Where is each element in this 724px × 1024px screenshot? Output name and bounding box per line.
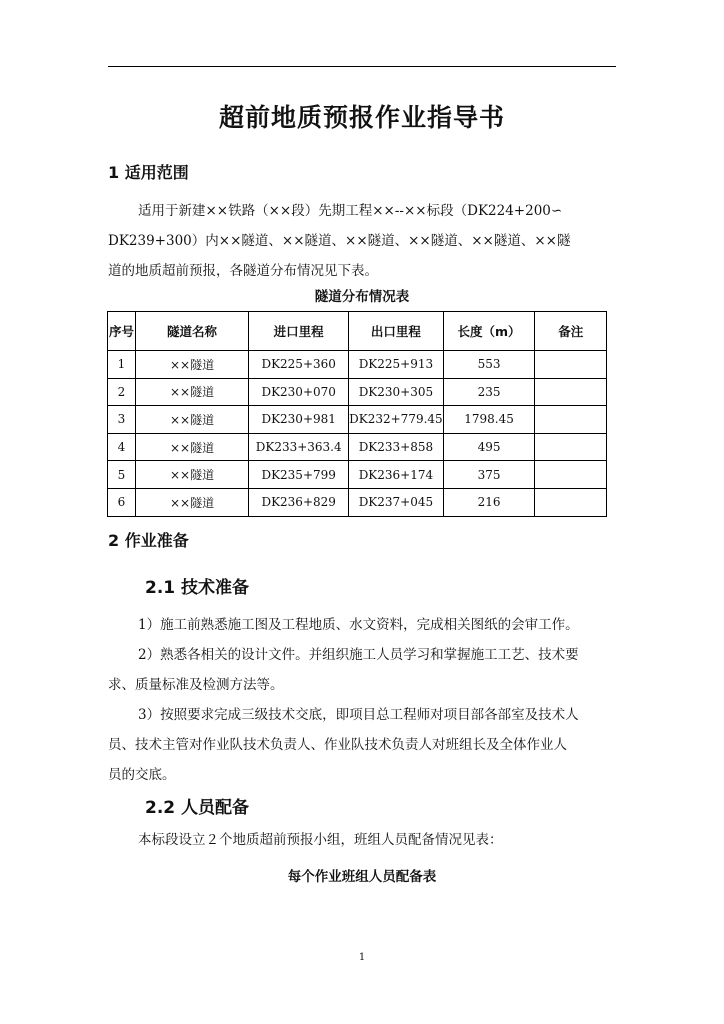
- table-cell: DK225+913: [349, 351, 444, 379]
- table-cell: 3: [108, 406, 136, 434]
- page-number: 1: [358, 952, 366, 963]
- section-2-1-heading: 2.1 技术准备: [145, 578, 250, 598]
- table-cell: DK236+829: [249, 488, 349, 516]
- table-cell: ××隧道: [135, 433, 248, 461]
- paragraph-line: 本标段设立２个地质超前预报小组，班组人员配备情况见表：: [138, 832, 503, 848]
- table-cell: 375: [443, 461, 535, 489]
- table-cell: DK233+858: [349, 433, 444, 461]
- header-cell-length: 长度（m）: [443, 312, 535, 351]
- table-row: [108, 433, 607, 461]
- section-2-2-paragraph: [108, 825, 616, 855]
- table-cell: 235: [443, 378, 535, 406]
- table-cell: ××隧道: [135, 378, 248, 406]
- staff-table-caption: 每个作业班组人员配备表: [287, 869, 437, 885]
- paragraph-line: 适用于新建××铁路（××段）先期工程××--××标段（DK224+200∽: [138, 203, 563, 219]
- table-cell: 553: [443, 351, 535, 379]
- table-row: [108, 378, 607, 406]
- table-cell: DK230+305: [349, 378, 444, 406]
- table-header-row: [108, 312, 607, 351]
- table-cell: 495: [443, 433, 535, 461]
- header-cell-name: 隧道名称: [135, 312, 248, 351]
- table-cell: DK237+045: [349, 488, 444, 516]
- table-row: [108, 406, 607, 434]
- table-cell: ××隧道: [135, 488, 248, 516]
- header-cell-remarks: 备注: [535, 312, 607, 351]
- document-title: 超前地质预报作业指导书: [218, 103, 505, 132]
- table-cell: 5: [108, 461, 136, 489]
- table-row: [108, 351, 607, 379]
- tunnel-distribution-table: [107, 311, 607, 517]
- table-cell: [535, 378, 607, 406]
- header-cell-exit: 出口里程: [349, 312, 444, 351]
- tunnel-table-caption: 隧道分布情况表: [314, 289, 410, 305]
- table-cell: 216: [443, 488, 535, 516]
- paragraph-line: 求、质量标准及检测方法等。: [108, 677, 284, 693]
- table-cell: 1798.45: [443, 406, 535, 434]
- table-cell: DK235+799: [249, 461, 349, 489]
- paragraph-line: 员、技术主管对作业队技术负责人、作业队技术负责人对班组长及全体作业人: [108, 737, 567, 753]
- section-2-heading: 2 作业准备: [108, 531, 189, 550]
- table-cell: DK236+174: [349, 461, 444, 489]
- table-cell: 2: [108, 378, 136, 406]
- paragraph-line: 3）按照要求完成三级技术交底，即项目总工程师对项目部各部室及技术人: [138, 707, 579, 723]
- table-cell: 4: [108, 433, 136, 461]
- table-row: [108, 461, 607, 489]
- table-cell: ××隧道: [135, 406, 248, 434]
- table-cell: ××隧道: [135, 351, 248, 379]
- section-1-heading: 1 适用范围: [108, 163, 189, 182]
- table-cell: [535, 461, 607, 489]
- section-2-2-heading: 2.2 人员配备: [145, 798, 250, 818]
- table-cell: [535, 351, 607, 379]
- table-cell: DK233+363.4: [249, 433, 349, 461]
- section-1-paragraph: [108, 196, 616, 286]
- header-cell-seq: 序号: [108, 312, 136, 351]
- paragraph-line: 2）熟悉各相关的设计文件。并组织施工人员学习和掌握施工工艺、技术要: [138, 647, 579, 663]
- table-cell: [535, 406, 607, 434]
- paragraph-line: 员的交底。: [108, 767, 176, 783]
- table-cell: DK230+981: [249, 406, 349, 434]
- table-cell: 6: [108, 488, 136, 516]
- table-cell: DK230+070: [249, 378, 349, 406]
- section-2-1-paragraphs: [108, 610, 616, 790]
- table-cell: DK232+779.45: [349, 406, 444, 434]
- table-cell: [535, 433, 607, 461]
- header-cell-entrance: 进口里程: [249, 312, 349, 351]
- table-cell: DK225+360: [249, 351, 349, 379]
- header-rule: [108, 66, 616, 67]
- table-row: [108, 488, 607, 516]
- paragraph-line: 道的地质超前预报，各隧道分布情况见下表。: [108, 263, 378, 279]
- paragraph-line: DK239+300）内××隧道、××隧道、××隧道、××隧道、××隧道、××隧: [108, 233, 571, 249]
- table-cell: ××隧道: [135, 461, 248, 489]
- table-cell: [535, 488, 607, 516]
- table-cell: 1: [108, 351, 136, 379]
- paragraph-line: 1）施工前熟悉施工图及工程地质、水文资料，完成相关图纸的会审工作。: [138, 617, 579, 633]
